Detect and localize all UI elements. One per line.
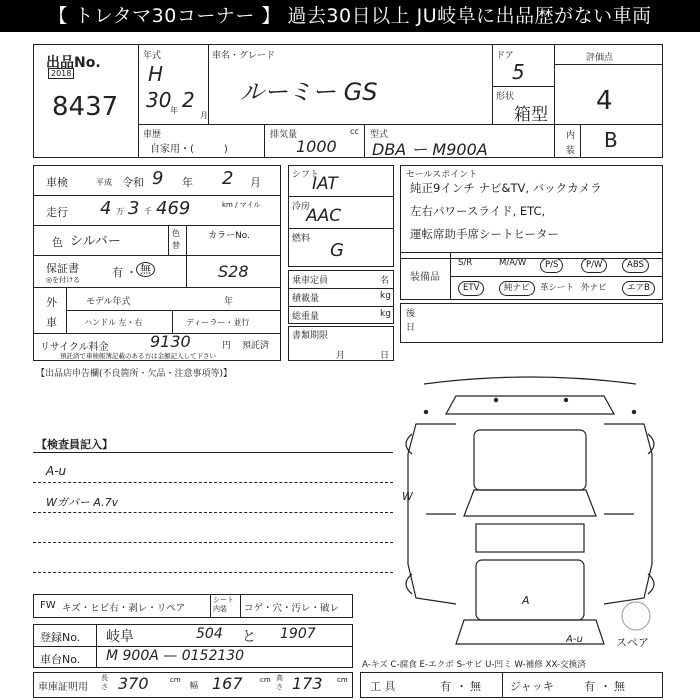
- lot-label: 出品No.: [46, 55, 101, 71]
- shift-label: シフト: [292, 170, 320, 180]
- registration-place: 岐阜: [106, 629, 134, 645]
- divider: [186, 225, 187, 287]
- divider: [580, 124, 581, 158]
- exhibitor-note-label: 【出品店申告欄(不良箇所・欠品・注意事項等)】: [36, 369, 233, 379]
- height-value: 173: [292, 674, 323, 693]
- interior-label: 装: [566, 146, 576, 156]
- recycle-label: リサイクル料金: [40, 342, 109, 353]
- width-label: 幅: [190, 681, 198, 690]
- diagram-mark: A: [522, 594, 530, 607]
- equipment-item: S/R: [458, 258, 473, 268]
- warranty-yes: 有: [112, 266, 123, 279]
- divider: [288, 288, 394, 289]
- divider: [208, 44, 209, 124]
- rear-label: 日: [406, 323, 416, 333]
- model-year-label: モデル年式: [86, 297, 131, 307]
- fw-items: キズ・ヒビ右・剥レ・リペア: [62, 603, 186, 614]
- car-damage-diagram: [396, 374, 666, 654]
- aircon-label: 冷房: [292, 202, 311, 212]
- registration-label: 登録No.: [40, 631, 81, 644]
- inspector-line: Wガバー A.7v: [46, 496, 119, 509]
- spare-label: スペア: [616, 636, 649, 649]
- inspection-year-unit: 年: [182, 176, 193, 189]
- jack-sep: ・: [600, 680, 611, 693]
- color-label: 色: [52, 236, 63, 249]
- inspection-era: 令和: [122, 176, 144, 189]
- displacement-unit: cc: [350, 127, 359, 136]
- jack-yes: 有: [584, 680, 595, 693]
- divider: [210, 594, 211, 618]
- inspection-era-prefix: 平成: [96, 178, 112, 187]
- doors-label: ドア: [496, 51, 514, 61]
- jack-no: 無: [614, 680, 625, 693]
- equipment-item: P/S: [540, 258, 563, 273]
- load-label: 積載量: [292, 294, 320, 304]
- divider: [33, 287, 281, 288]
- month-unit: 月: [200, 111, 208, 120]
- diagram-mark: W: [402, 490, 413, 503]
- handle-label: ハンドル 左・右: [84, 318, 143, 327]
- load-unit: kg: [380, 291, 391, 301]
- divider: [33, 646, 353, 647]
- car-name-value: ルーミー GS: [240, 78, 378, 106]
- tools-no: 無: [470, 680, 481, 693]
- divider: [450, 276, 663, 277]
- docs-day: 日: [380, 351, 390, 361]
- mileage-label: 走行: [46, 206, 68, 219]
- divider: [168, 225, 169, 255]
- gross-unit: kg: [380, 309, 391, 319]
- divider: [554, 44, 555, 158]
- fuel-label: 燃料: [292, 234, 311, 244]
- equipment-item: エアB: [622, 281, 655, 296]
- dealer-label: ディーラー・並行: [186, 318, 250, 327]
- year-unit: 年: [170, 106, 178, 115]
- import-label: 外: [46, 296, 57, 309]
- equipment-item: P/W: [581, 258, 607, 273]
- sales-point-line: 純正9インチ ナビ&TV, バックカメラ: [410, 181, 602, 195]
- docs-label: 書類期限: [292, 331, 329, 341]
- mileage-sen-unit: 千: [144, 207, 152, 216]
- capacity-unit: 名: [380, 276, 390, 286]
- color-change-label: 替: [172, 241, 180, 250]
- color-code-value: S28: [218, 262, 249, 281]
- recycle-unit: 円: [222, 341, 232, 351]
- seat-items: コゲ・穴・汚レ・破レ: [244, 603, 340, 614]
- divider: [492, 86, 554, 87]
- registration-number: 1907: [280, 626, 316, 642]
- warranty-no: [136, 262, 155, 277]
- divider: [33, 255, 281, 256]
- length-value: 370: [118, 674, 149, 693]
- equipment-item: M/A/W: [499, 258, 527, 268]
- year-value: 30: [146, 88, 172, 112]
- score-label: 評価点: [586, 53, 614, 63]
- year-label: 年式: [143, 51, 162, 61]
- equipment-item: 革シート: [540, 283, 575, 293]
- divider: [502, 672, 503, 698]
- inspection-month-unit: 月: [250, 176, 261, 189]
- divider: [33, 225, 281, 226]
- divider: [33, 195, 281, 196]
- recycle-value: 9130: [150, 332, 191, 351]
- history-label: 車歴: [143, 130, 162, 140]
- interior-label: 内: [566, 131, 576, 141]
- divider: [33, 572, 393, 573]
- registration-class: 504: [196, 626, 223, 642]
- mileage-sen: 3: [128, 198, 140, 219]
- divider: [288, 196, 394, 197]
- aircon-value: AAC: [306, 206, 342, 226]
- mileage-man: 4: [100, 198, 112, 219]
- inspector-line: A-u: [46, 464, 67, 478]
- equipment-item: ABS: [622, 258, 649, 273]
- gross-label: 総重量: [292, 312, 320, 322]
- length-unit: cm: [170, 676, 181, 684]
- jack-label: ジャッキ: [510, 680, 554, 693]
- inspection-month: 2: [222, 168, 234, 189]
- width-unit: cm: [260, 676, 271, 684]
- warranty-sub: ◎を付ける: [46, 276, 81, 284]
- seat-label: シート 内装: [213, 596, 234, 613]
- equipment-item: 外ナビ: [581, 283, 607, 293]
- docs-unit: 月: [336, 351, 346, 361]
- divider: [172, 310, 173, 333]
- color-change-label: 色: [172, 229, 180, 238]
- diagram-mark: A-u: [566, 634, 583, 645]
- divider: [492, 44, 493, 124]
- divider: [554, 64, 663, 65]
- chassis-label: 車台No.: [40, 653, 81, 666]
- inspection-year: 9: [152, 168, 164, 189]
- tools-sep: ・: [456, 680, 467, 693]
- warranty-sep: ・: [126, 266, 137, 279]
- color-code-label: カラーNo.: [208, 231, 250, 241]
- equipment-label: 装備品: [410, 272, 440, 283]
- damage-legend: A-キズ C-腐食 E-エクボ S-サビ U-凹ミ W-補修 XX-交換済: [362, 660, 586, 670]
- divider: [264, 124, 265, 158]
- warranty-no-circle: 無: [136, 262, 155, 277]
- dimensions-label: 車庫証明用: [38, 682, 88, 693]
- divider: [138, 124, 554, 125]
- displacement-label: 排気量: [270, 130, 298, 140]
- model-year-unit: 年: [224, 297, 234, 307]
- mileage-man-unit: 万: [116, 207, 124, 216]
- divider: [288, 306, 394, 307]
- fuel-value: G: [330, 240, 344, 261]
- fw-label: FW: [40, 600, 56, 611]
- shape-label: 形状: [496, 92, 515, 102]
- divider: [33, 452, 393, 453]
- tools-label: 工 具: [370, 680, 396, 693]
- divider: [138, 44, 139, 158]
- import-label: 車: [46, 316, 57, 329]
- height-unit: cm: [337, 676, 348, 684]
- height-label: 高さ: [276, 674, 283, 691]
- sales-point-line: 左右パワースライド, ETC,: [410, 204, 546, 218]
- interior-value: B: [604, 128, 618, 152]
- registration-kana: と: [242, 629, 256, 645]
- divider: [554, 124, 663, 125]
- lot-stamp: 2018: [48, 68, 74, 79]
- divider: [66, 310, 281, 311]
- capacity-label: 乗車定員: [292, 276, 329, 286]
- warranty-label: 保証書: [46, 262, 79, 275]
- equipment-item: 純ナビ: [499, 281, 535, 296]
- lot-number: 8437: [52, 92, 119, 122]
- color-value: シルバー: [70, 234, 121, 249]
- divider: [288, 228, 394, 229]
- recycle-status: 預託済: [242, 341, 270, 351]
- inspector-label: 【検査員記入】: [36, 438, 113, 451]
- shift-value: IAT: [312, 174, 338, 194]
- sales-point-line: 運転席助手席シートヒーター: [410, 227, 560, 241]
- model-label: 型式: [370, 130, 389, 140]
- equipment-item: ETV: [458, 281, 484, 296]
- shape-value: 箱型: [514, 105, 548, 125]
- divider: [33, 512, 393, 513]
- divider: [33, 482, 393, 483]
- rear-label: 後: [406, 309, 416, 319]
- history-value: 自家用・( ): [150, 144, 228, 155]
- mileage-rest: 469: [156, 198, 191, 219]
- tools-yes: 有: [440, 680, 451, 693]
- length-label: 長さ: [101, 674, 108, 691]
- divider: [96, 624, 97, 668]
- width-value: 167: [212, 674, 243, 693]
- inspection-label: 車検: [46, 176, 68, 189]
- divider: [33, 542, 393, 543]
- score-value: 4: [596, 86, 613, 116]
- chassis-value: M 900A — 0152130: [106, 648, 245, 664]
- recycle-note: 預託済で車検帳簿記載のある方は金額記入して下さい: [60, 352, 216, 360]
- doors-value: 5: [512, 60, 525, 84]
- divider: [240, 594, 241, 618]
- model-value: DBA ー M900A: [372, 140, 488, 159]
- mileage-unit: km / マイル: [222, 201, 261, 209]
- page-banner: 【 トレタマ30コーナー 】 過去30日以上 JU岐阜に出品歴がない車両: [0, 0, 700, 32]
- rear-frame: [400, 303, 663, 343]
- year-month: 2: [182, 88, 195, 112]
- year-era: H: [148, 62, 164, 86]
- divider: [364, 124, 365, 158]
- sales-point-label: セールスポイント: [406, 170, 478, 180]
- displacement-value: 1000: [296, 137, 337, 156]
- car-name-label: 車名・グレード: [212, 51, 276, 61]
